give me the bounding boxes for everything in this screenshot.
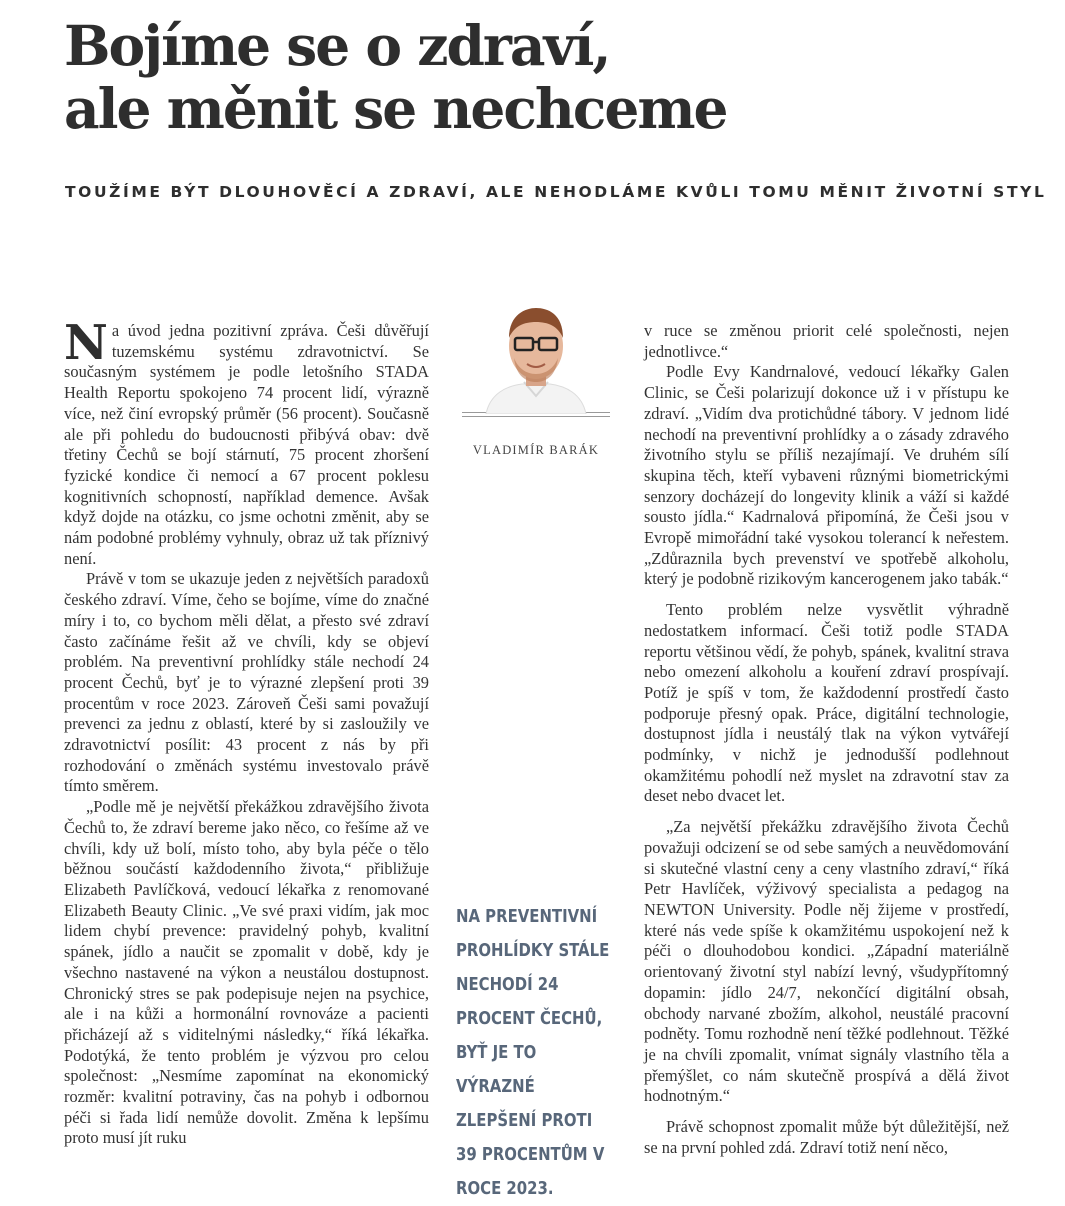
headline-line-1: Bojíme se o zdraví, <box>64 13 610 78</box>
pull-quote: NA PREVENTIVNÍ PROHLÍDKY STÁLE NECHODÍ 24 PROCENT ČECHŮ, BYŤ JE TO VÝRAZNÉ ZLEPŠENÍ PROTI 39 PROCENTŮM V ROCE 2023. <box>456 906 610 1199</box>
article-headline <box>64 14 964 140</box>
paragraph-intro <box>64 315 429 569</box>
paragraph-intro-text: a úvod jedna pozitivní zpráva. Češi důvěřují tuzemskému systému zdravotnictví. Se současným systémem je podle letošního STADA Health Reportu spokojeno 74 procent lidí, výrazně více, než činí evropský průměr (56 procent). Současně ale při pohledu do budoucnosti přibývá obav: dvě třetiny Čechů se bojí stárnutí, 75 procent zhoršení fyzické kondice či nemocí a 67 procent poklesu kognitivních schopností, například demence. Avšak když dojde na otázku, co jsme ochotni změnit, aby se nám podobné problémy vyhnuly, obraz už tak příznivý není. <box>64 321 429 568</box>
article-subtitle: TOUŽÍME BÝT DLOUHOVĚCÍ A ZDRAVÍ, ALE NEHODLÁME KVŮLI TOMU MĚNIT ŽIVOTNÍ STYL <box>65 183 1047 201</box>
paragraph: „Podle mě je největší překážkou zdravějšího života Čechů to, že zdraví bereme jako něco, co řešíme až ve chvíli, kdy už bolí, místo toho, aby byla péče o tělo běžnou součástí každodenního života,“ přibližuje Elizabeth Pavlíčková, vedoucí lékařka z renomované Elizabeth Beauty Clinic. „Ve své praxi vidím, jak moc lidem chybí prevence: pravidelný pohyb, kvalitní spánek, jídlo a naučit se zpomalit v době, kdy je všechno nastavené na výkon a neustálou dostupnost. Chronický stres se pak podepisuje nejen na psychice, ale i na kůži a hormonální rovnováze a pacienti přicházejí až s viditelnými následky,“ říká lékařka. Podotýká, že tento problém je výzvou pro celou společnost: „Nesmíme zapomínat na ekonomický rozměr: kvalitní potraviny, čas na pohyb i odbornou péči si řada lidí nemůže dovolit. Změna k lepšímu proto musí jít ruku <box>64 797 429 1148</box>
drop-cap: N <box>64 315 108 371</box>
author-portrait <box>484 300 588 414</box>
paragraph: Právě v tom se ukazuje jeden z největších paradoxů českého zdraví. Víme, čeho se bojíme, víme do značné míry i to, co bychom měli dělat, a přesto své zdraví často začínáme řešit až ve chvíli, kdy se objeví problém. Na preventivní prohlídky stále nechodí 24 procent Čechů, byť je to výrazné zlepšení proti 39 procentům v roce 2023. Zároveň Češi sami považují prevenci za jednu z oblastí, které by si zasloužily ve zdravotnictví posílit: 43 procent z nás by při rozhodování o změnách systému investovalo právě tímto směrem. <box>64 569 429 796</box>
paragraph: Podle Evy Kandrnalové, vedoucí lékařky Galen Clinic, se Češi polarizují dokonce už i v přístupu ke zdraví. „Vidím dva protichůdné tábory. V jednom lidé nechodí na preventivní prohlídky a o zásady zdravého životního stylu se příliš nezajímají. Ve druhém sílí skupina těch, kteří vybaveni různými biometrickými senzory docházejí do longevity klinik a váží si každé sousto jídla.“ Kadrnalová připomíná, že Češi jsou v Evropě mimořádní také vysokou tolerancí k neřestem. „Zdůraznila bych prevenství ve spotřebě alkoholu, který je podobně rizikovým kancerogenem jako tabák.“ <box>644 362 1009 589</box>
paragraph: „Za největší překážku zdravějšího života Čechů považuji odcizení se od sebe samých a neuvědomování si skutečné vlastní ceny a ceny vlastního zdraví,“ říká Petr Havlíček, výživový specialista a pedagog na NEWTON University. Podle něj žijeme v prostředí, které nás vede spíše k okamžitému uspokojení než k péči o dlouhodobou kondici. „Západní materiálně orientovaný životní styl nabízí levný, všudypřítomný dopamin: jídlo 24/7, nekončící digitální obsah, obchody narvané zbožím, alkohol, neustálé pracovní podněty. Tomu rozhodně není těžké podlehnout. Těžké je na chvíli zpomalit, vnímat signály vlastního těla a přemýšlet, co nám skutečně prospívá a dělá život hodnotným.“ <box>644 817 1009 1106</box>
headline-line-2: ale měnit se nechceme <box>64 76 727 141</box>
author-name: VLADIMÍR BARÁK <box>472 443 600 457</box>
paragraph: Právě schopnost zpomalit může být důležitější, než se na první pohled zdá. Zdraví totiž není něco, <box>644 1117 1009 1157</box>
text-column-right <box>644 321 1009 1158</box>
author-box <box>462 300 610 458</box>
paragraph-continued: v ruce se změnou priorit celé společnosti, nejen jednotlivce.“ <box>644 321 1009 361</box>
paragraph: Tento problém nelze vysvětlit výhradně nedostatkem informací. Češi totiž podle STADA reportu většinou vědí, že pohyb, spánek, kvalitní strava nebo omezení alkoholu a kouření zdraví prospívají. Potíž je spíš v tom, že každodenní prostředí často podporuje přesný opak. Práce, digitální technologie, dostupnost jídla i neustálý tlak na výkon vytvářejí podmínky, v nichž je jednodušší podlehnout okamžitému pohodlí než myslet na zdravotní stav za deset nebo dvacet let. <box>644 600 1009 806</box>
text-column-left <box>64 315 429 1149</box>
